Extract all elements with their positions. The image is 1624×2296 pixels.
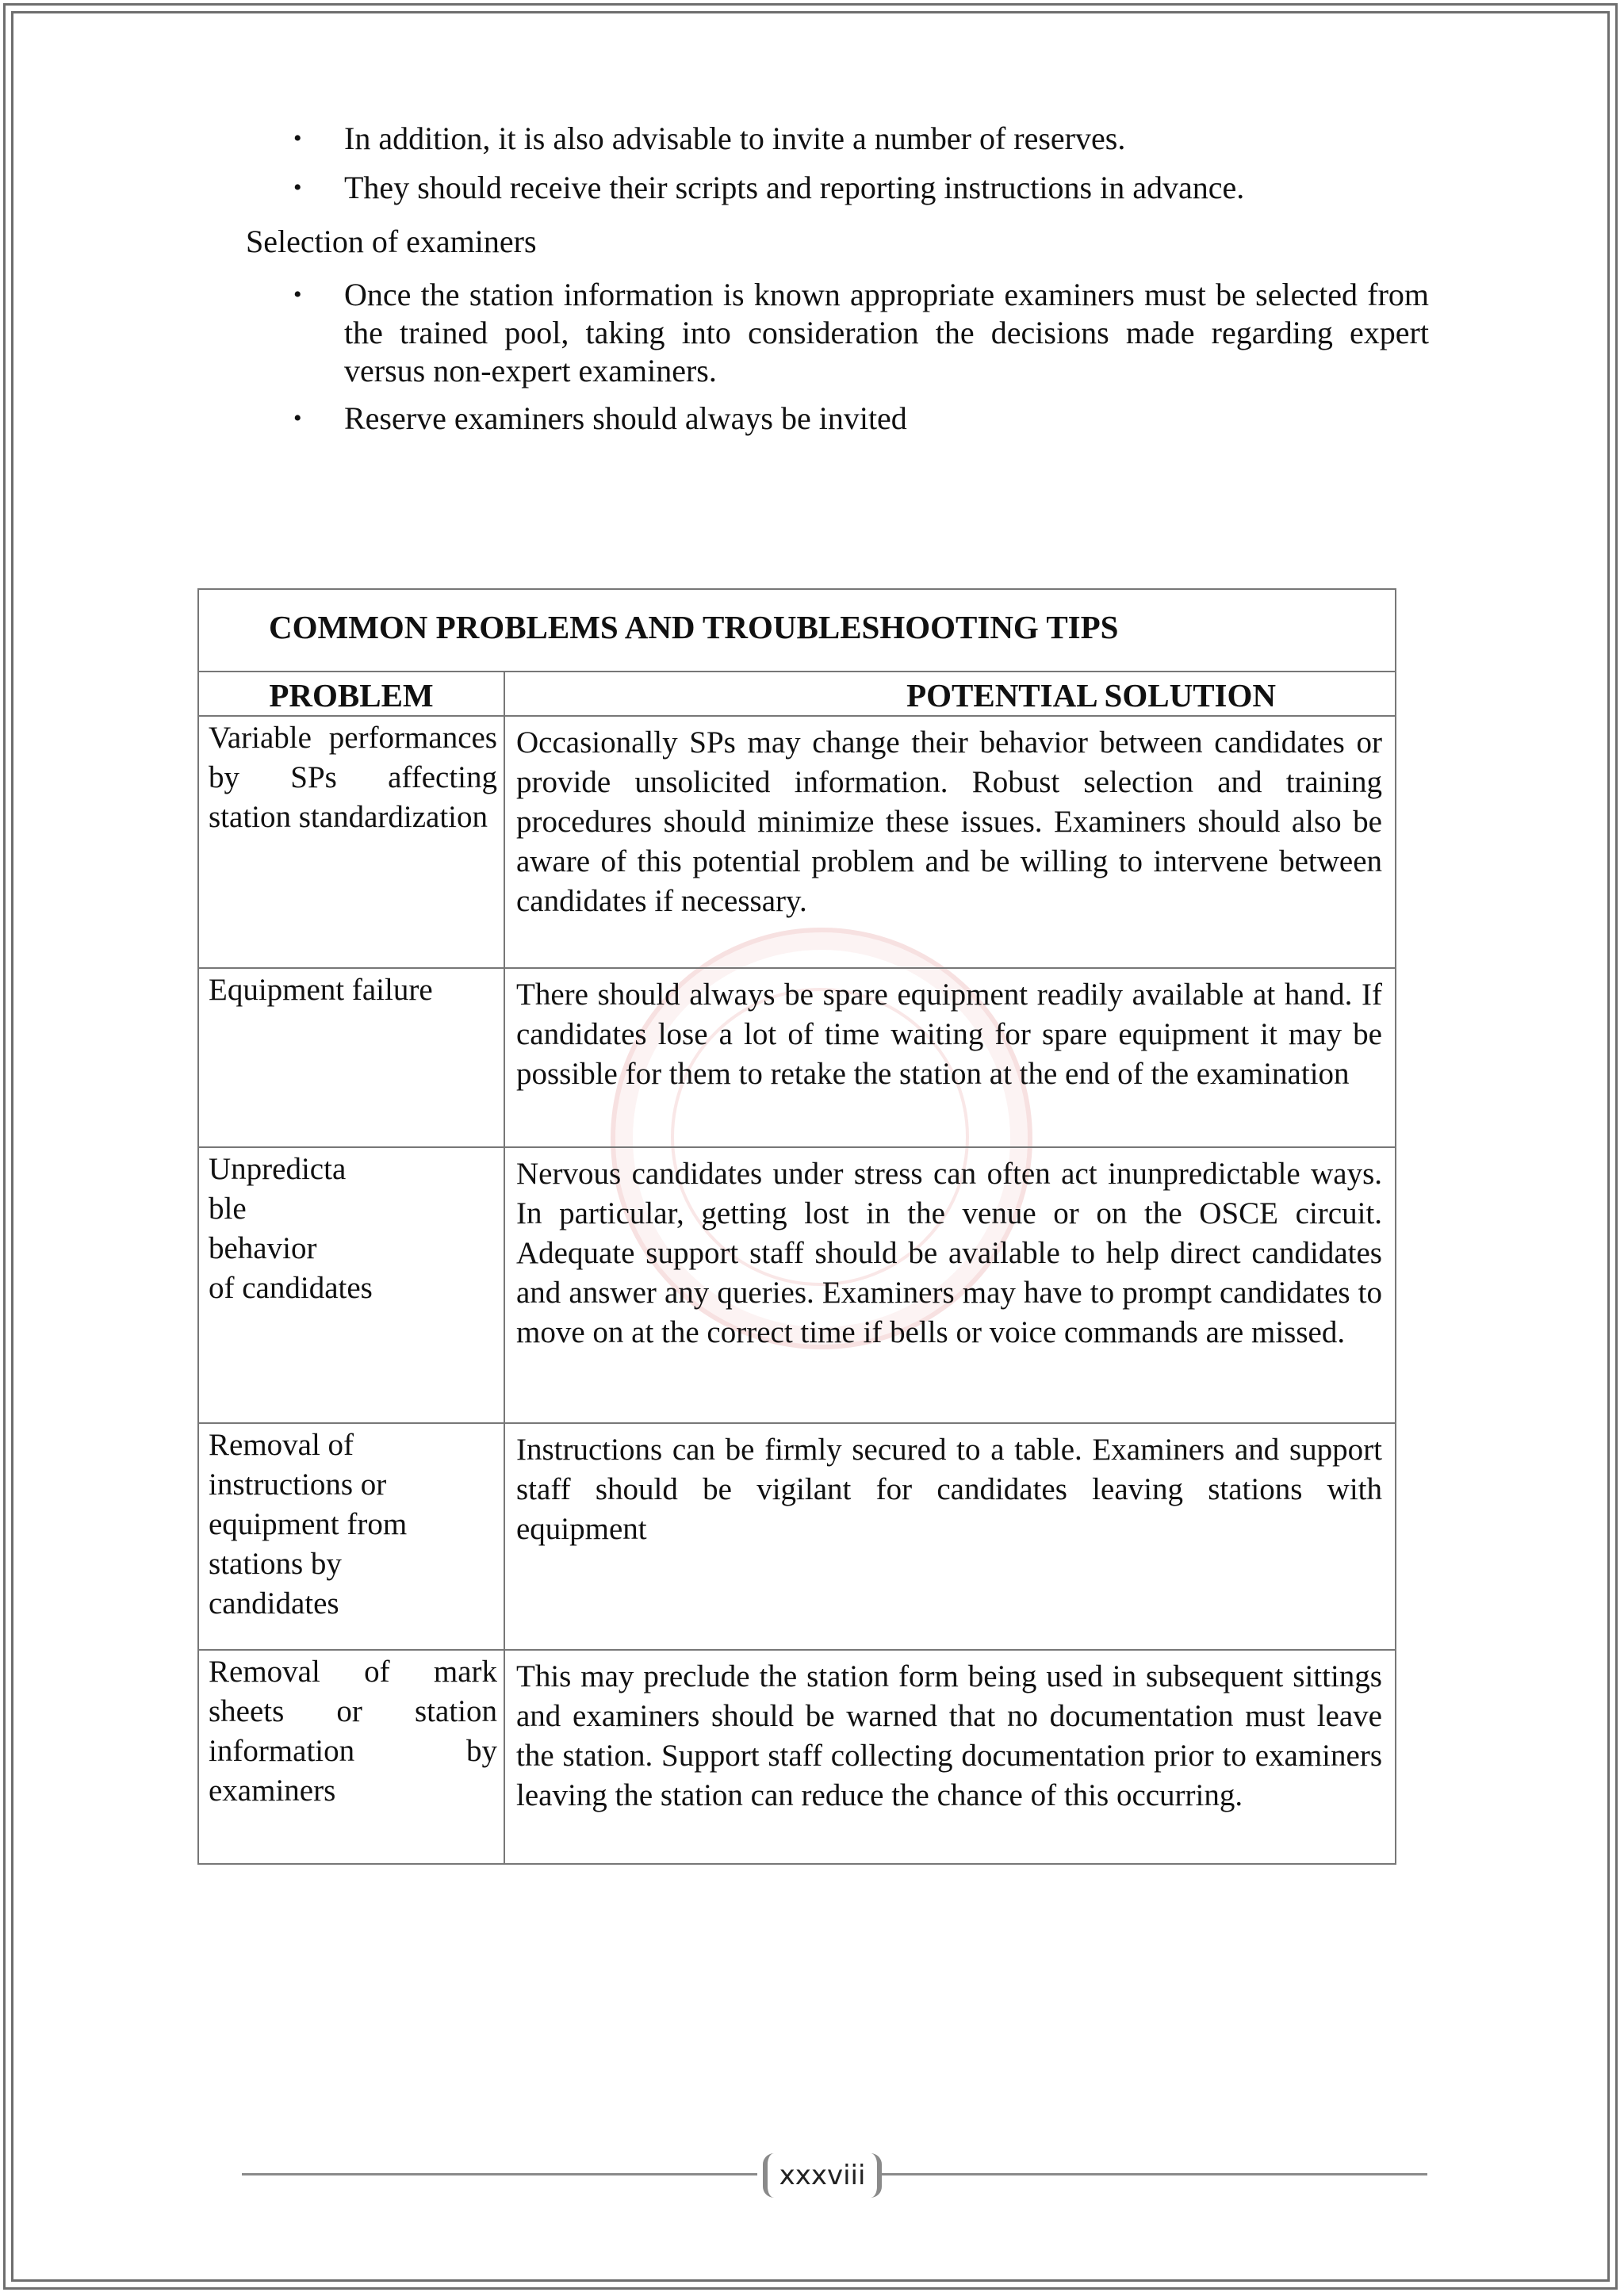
problem-line: candidates [209, 1586, 339, 1621]
table-row [198, 1650, 1396, 1864]
problem-line: equipment from [209, 1507, 408, 1541]
table-row [198, 968, 1396, 1147]
column-header-problem: PROBLEM [198, 672, 504, 716]
problem-line: Unpredicta [209, 1152, 347, 1186]
table-row [198, 1423, 1396, 1650]
table-row [198, 1147, 1396, 1423]
solution-cell: This may preclude the station form being used in subsequent sittings and examiners should be warned that no documentation must leave the station. Support staff collecting documentation prior to examiners leaving the station can reduce the chance of this occurring. [504, 1650, 1396, 1864]
problem-line: Removal of [209, 1428, 354, 1462]
bullet-icon: • [293, 281, 302, 308]
troubleshooting-table [197, 588, 1396, 1865]
footer-rule-left [242, 2173, 757, 2175]
problem-cell [198, 1423, 504, 1650]
bullet-text: Reserve examiners should always be invited [344, 400, 907, 436]
list-item [246, 168, 1429, 208]
list-item [246, 119, 1429, 159]
problem-cell: Removal of mark sheets or station information by examiners [198, 1650, 504, 1864]
problem-line: of candidates [209, 1271, 373, 1305]
page-number: xxxviii [763, 2153, 882, 2198]
list-item [246, 400, 1429, 438]
problem-line: behavior [209, 1231, 317, 1265]
list-item [246, 276, 1429, 390]
problem-line: instructions or [209, 1468, 387, 1502]
problem-cell [198, 1147, 504, 1423]
column-header-solution: POTENTIAL SOLUTION [504, 672, 1396, 716]
bullet-text: Once the station information is known appropriate examiners must be selected from the trained pool, taking into consideration the decisions made regarding expert versus non-expert examiners. [344, 277, 1429, 388]
table-title: COMMON PROBLEMS AND TROUBLESHOOTING TIPS [198, 589, 1396, 672]
solution-cell: Nervous candidates under stress can often act inunpredictable ways. In particular, getting lost in the venue or on the OSCE circuit. Adequate support staff should be available to help direct candidates and answer any queries. Examiners may have to prompt candidates to move on at the correct time if bells or voice commands are missed. [504, 1147, 1396, 1423]
bullet-icon: • [293, 174, 302, 201]
problem-line: ble [209, 1192, 247, 1226]
bullet-text: In addition, it is also advisable to invite a number of reserves. [344, 121, 1126, 156]
reserves-bullet-list [246, 119, 1429, 217]
problem-cell: Variable performances by SPs affecting station standardization [198, 716, 504, 968]
bullet-icon: • [293, 405, 302, 431]
selection-of-examiners-heading: Selection of examiners [246, 224, 537, 259]
solution-cell: There should always be spare equipment readily available at hand. If candidates lose a lot of time waiting for spare equipment it may be possible for them to retake the station at the end of the examination [504, 968, 1396, 1147]
bullet-icon: • [293, 125, 302, 151]
bullet-text: They should receive their scripts and reporting instructions in advance. [344, 170, 1245, 205]
footer-rule-right [879, 2173, 1427, 2175]
table-row [198, 716, 1396, 968]
problem-line: stations by [209, 1547, 342, 1581]
selection-bullet-list [246, 276, 1429, 447]
solution-cell: Instructions can be firmly secured to a table. Examiners and support staff should be vigilant for candidates leaving stations with equipment [504, 1423, 1396, 1650]
problem-cell: Equipment failure [198, 968, 504, 1147]
solution-cell: Occasionally SPs may change their behavior between candidates or provide unsolicited information. Robust selection and training procedures should minimize these issues. Examiners should also be aware of this potential problem and be willing to intervene between candidates if necessary. [504, 716, 1396, 968]
